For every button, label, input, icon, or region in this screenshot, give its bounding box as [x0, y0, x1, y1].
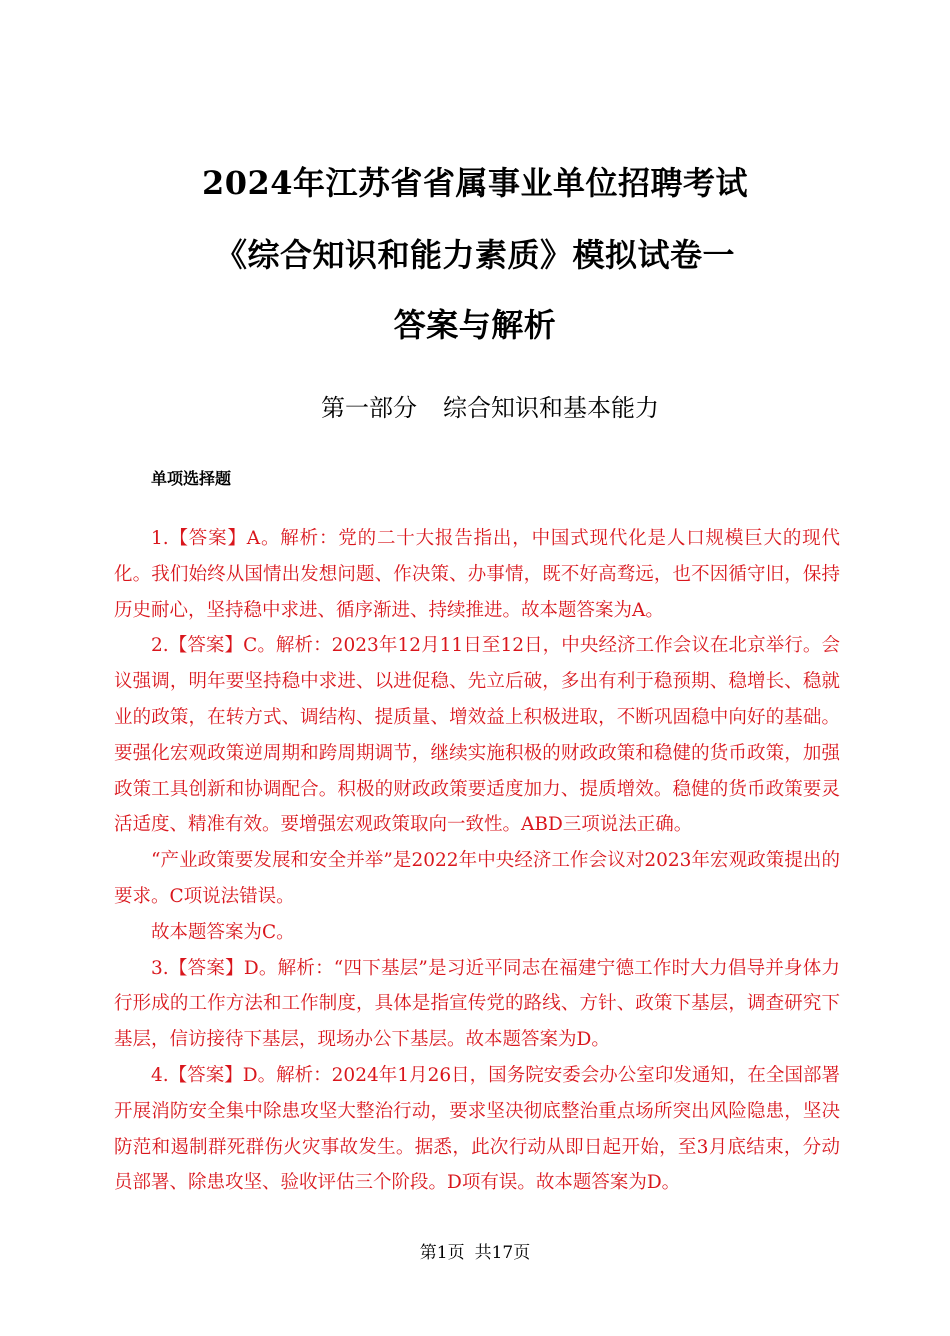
title-line-1: 2024年江苏省省属事业单位招聘考试	[201, 164, 749, 202]
answer-paragraph-4: 4.【答案】D。解析：2024年1月26日，国务院安委会办公室印发通知，在全国部署开展消防安全集中除患攻坚大整治行动，要求坚决彻底整治重点场所突出风险隐患，坚决防范和遏制群死群伤火灾事故发生。据悉，此次行动从即日起开始，至3月底结束，分动员部署、除患攻坚、验收评估三个阶段。D项有误。故本题答案为D。	[114, 1064, 840, 1194]
part-label: 第一部分	[321, 394, 417, 422]
answer-body	[114, 521, 840, 1201]
part-heading	[0, 388, 950, 423]
title-line-3: 答案与解析	[393, 306, 557, 344]
answer-paragraph-1: 1.【答案】A。解析：党的二十大报告指出，中国式现代化是人口规模巨大的现代化。我们始终从国情出发想问题、作决策、办事情，既不好高骛远，也不因循守旧，保持历史耐心，坚持稳中求进、循序渐进、持续推进。故本题答案为A。	[114, 528, 840, 621]
page-number-total: 共17页	[474, 1243, 531, 1263]
page-number-current: 第1页	[419, 1243, 465, 1263]
part-name: 综合知识和基本能力	[443, 394, 659, 422]
page-footer	[0, 1238, 950, 1263]
answer-paragraph-2-conclusion: 故本题答案为C。	[151, 921, 295, 943]
title-line-2: 《综合知识和能力素质》模拟试卷一	[214, 236, 735, 274]
answer-paragraph-2: 2.【答案】C。解析：2023年12月11日至12日，中央经济工作会议在北京举行。会议强调，明年要坚持稳中求进、以进促稳、先立后破，多出有利于稳预期、稳增长、稳就业的政策，在转方式、调结构、提质量、增效益上积极进取，不断巩固稳中向好的基础。要强化宏观政策逆周期和跨周期调节，继续实施积极的财政政策和稳健的货币政策，加强政策工具创新和协调配合。积极的财政政策要适度加力、提质增效。稳健的货币政策要灵活适度、精准有效。要增强宏观政策取向一致性。ABD三项说法正确。	[114, 635, 840, 836]
answer-paragraph-2-note: “产业政策要发展和安全并举”是2022年中央经济工作会议对2023年宏观政策提出的要求。C项说法错误。	[114, 850, 840, 907]
section-heading: 单项选择题	[151, 469, 232, 488]
answer-paragraph-3: 3.【答案】D。解析：“四下基层”是习近平同志在福建宁德工作时大力倡导并身体力行形成的工作方法和工作制度，具体是指宣传党的路线、方针、政策下基层，调查研究下基层，信访接待下基层，现场办公下基层。故本题答案为D。	[114, 957, 840, 1051]
